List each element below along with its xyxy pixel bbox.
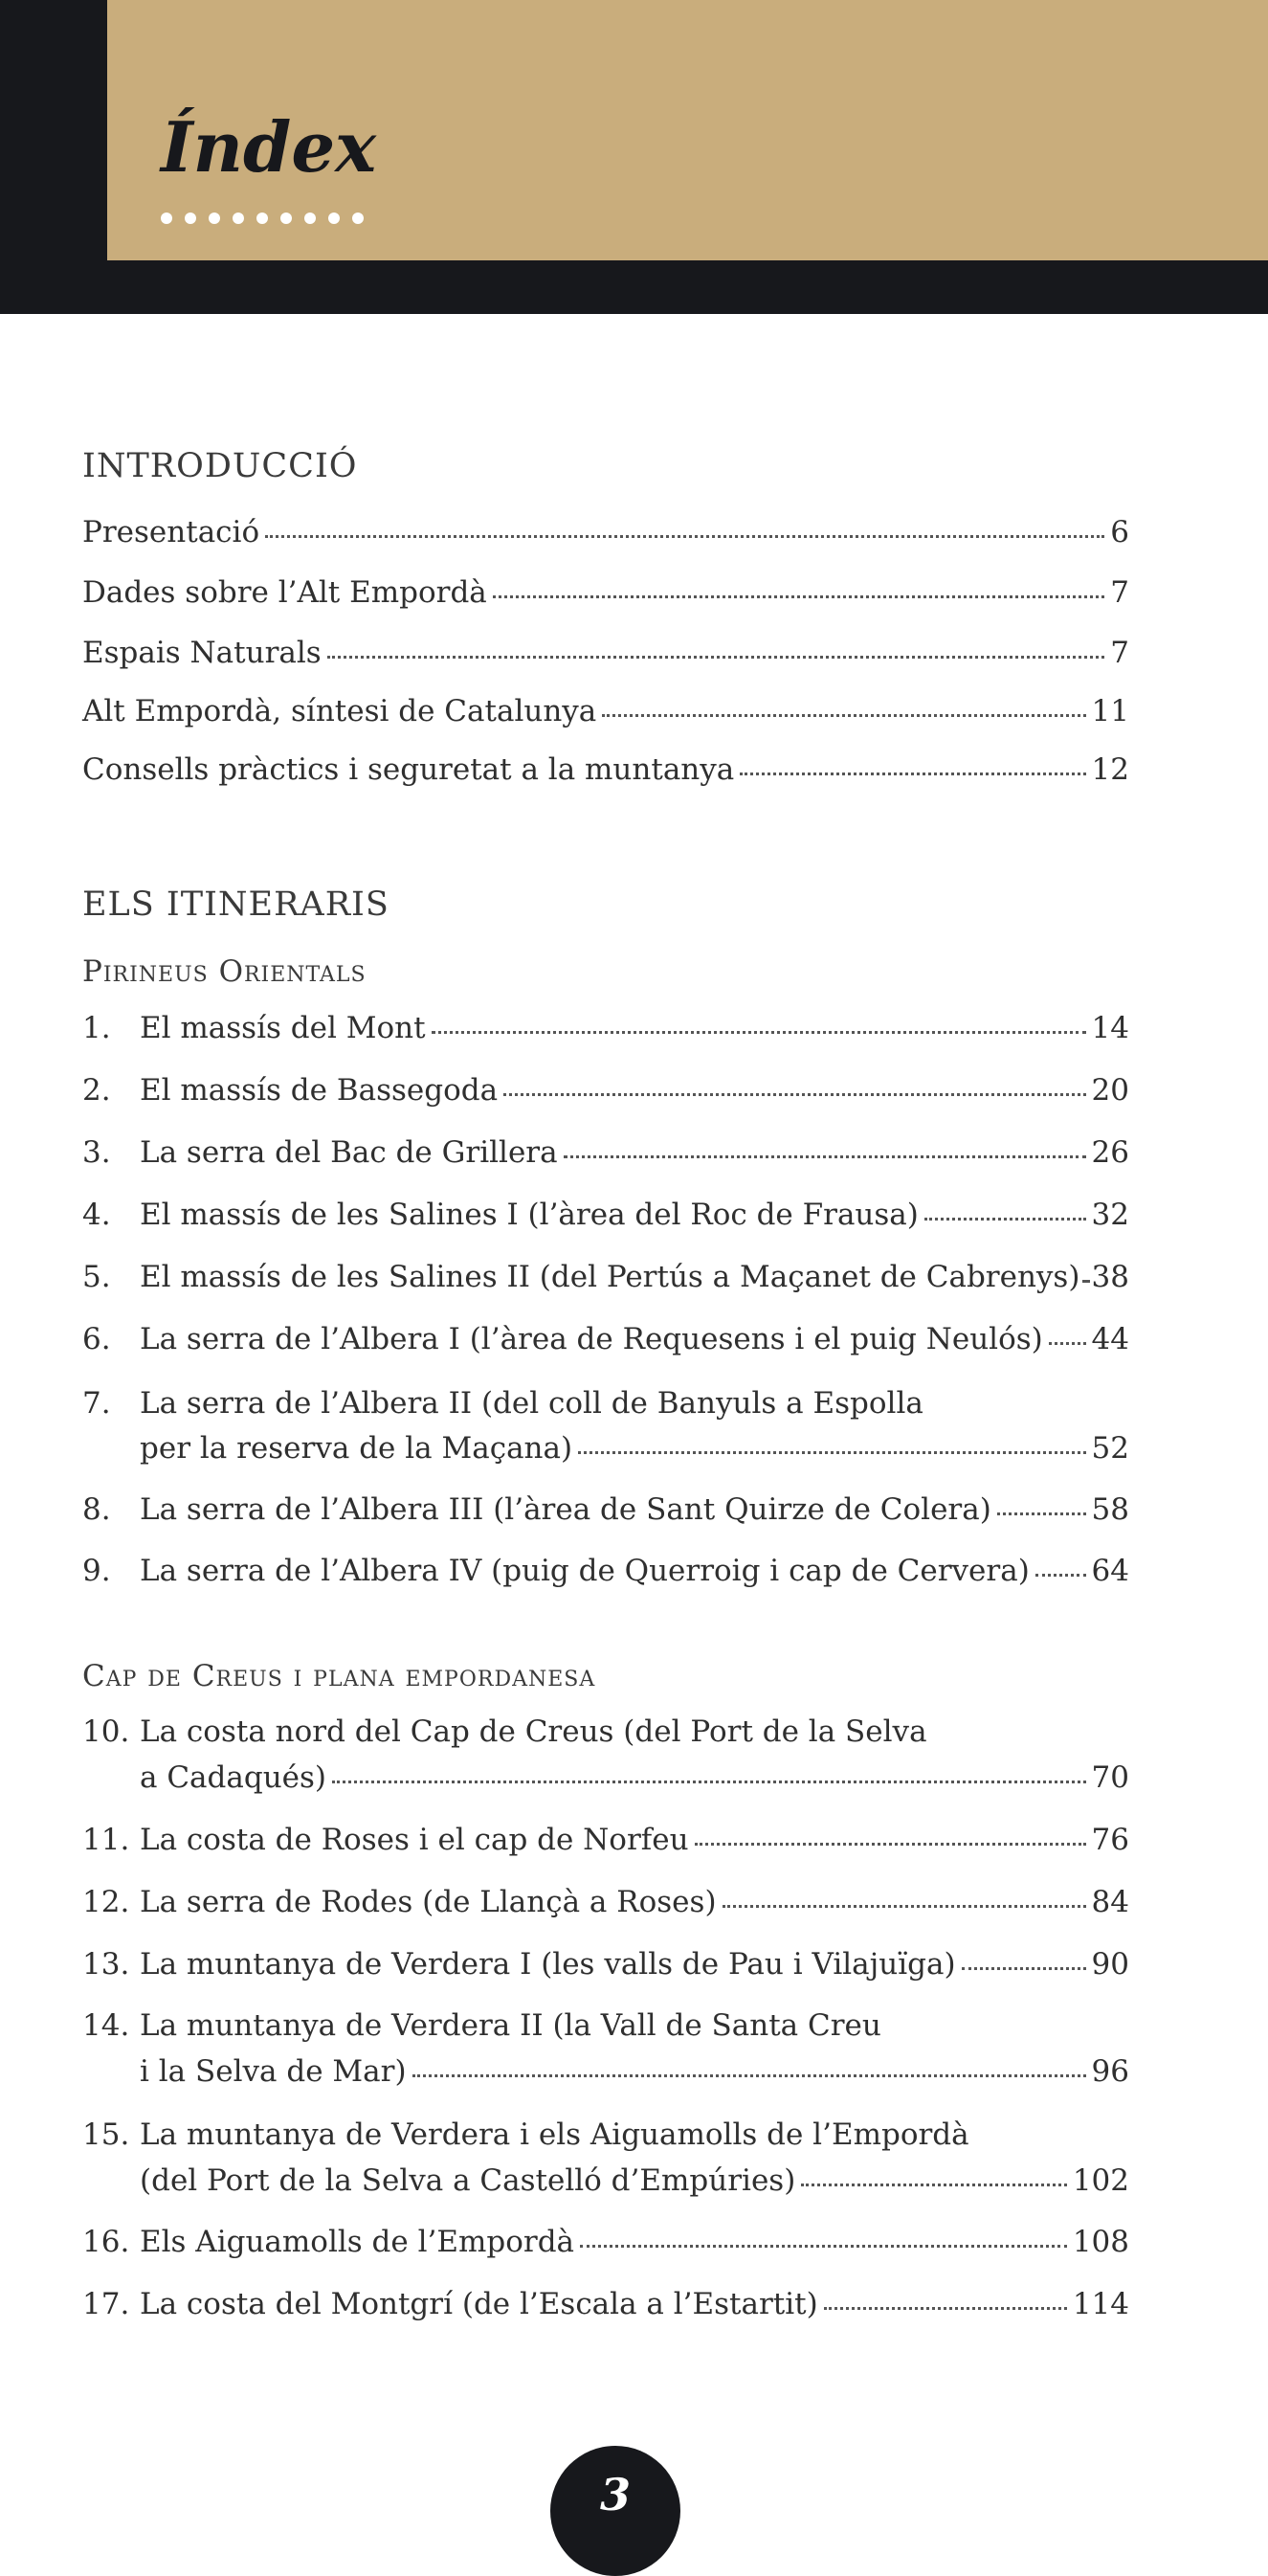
toc-entry-page: 114 xyxy=(1073,2285,1129,2323)
dot-decoration xyxy=(352,213,364,224)
toc-entry-text: El massís de Bassegoda xyxy=(140,1071,498,1109)
toc-entry-text: Els Aiguamolls de l’Empordà xyxy=(140,2223,574,2261)
toc-entry-text: Dades sobre l’Alt Empordà xyxy=(82,573,487,612)
toc-entry-text: La serra de l’Albera I (l’àrea de Requesens i el puig Neulós) xyxy=(140,1320,1043,1358)
toc-entry-number: 17. xyxy=(82,2285,140,2323)
toc-entry-text: El massís del Mont xyxy=(140,1009,426,1047)
dot-leader xyxy=(1035,1574,1086,1577)
toc-entry-number: 9. xyxy=(82,1552,140,1590)
page-number-badge xyxy=(550,2446,680,2576)
toc-entry[interactable] xyxy=(82,513,1129,551)
toc-entry-page: 108 xyxy=(1073,2223,1129,2261)
toc-entry[interactable] xyxy=(82,1258,1129,1296)
dot-leader xyxy=(432,1031,1086,1034)
section-title-introduccio: INTRODUCCIÓ xyxy=(82,450,357,483)
toc-entry-text-line1: La costa nord del Cap de Creus (del Port de la Selva xyxy=(140,1713,927,1751)
toc-entry[interactable] xyxy=(82,1713,1129,1751)
toc-entry-page: 102 xyxy=(1073,2162,1129,2200)
toc-entry-number: 13. xyxy=(82,1945,140,1983)
toc-entry-text: El massís de les Salines II (del Pertús a Maçanet de Cabrenys) xyxy=(140,1258,1079,1296)
dot-decoration xyxy=(304,213,316,224)
toc-entry[interactable] xyxy=(82,1384,1129,1422)
dot-leader xyxy=(580,2245,1067,2248)
toc-entry-page: 6 xyxy=(1110,513,1129,551)
toc-entry-number: 11. xyxy=(82,1821,140,1859)
toc-entry-number: 2. xyxy=(82,1071,140,1109)
toc-entry-page: 90 xyxy=(1092,1945,1129,1983)
toc-entry[interactable] xyxy=(82,2285,1129,2323)
toc-entry-page: 20 xyxy=(1092,1071,1129,1109)
page-title: Índex xyxy=(161,113,376,182)
toc-entry-page: 44 xyxy=(1092,1320,1129,1358)
toc-entry-text: Alt Empordà, síntesi de Catalunya xyxy=(82,692,596,730)
toc-entry-number: 3. xyxy=(82,1133,140,1172)
toc-entry[interactable] xyxy=(82,1429,1129,1467)
dot-leader xyxy=(265,535,1104,538)
toc-entry-number: 14. xyxy=(82,2006,140,2045)
dot-leader xyxy=(503,1093,1085,1096)
toc-entry-number: 5. xyxy=(82,1258,140,1296)
toc-entry-text-line1: La muntanya de Verdera II (la Vall de Santa Creu xyxy=(140,2006,881,2045)
dot-leader xyxy=(924,1218,1086,1221)
toc-entry-page: 32 xyxy=(1092,1196,1129,1234)
dot-decoration xyxy=(280,213,292,224)
dot-leader xyxy=(962,1967,1086,1970)
page-number: 3 xyxy=(550,2469,680,2520)
toc-entry-page: 38 xyxy=(1092,1258,1129,1296)
dot-decoration xyxy=(233,213,244,224)
toc-entry[interactable] xyxy=(82,1945,1129,1983)
toc-entry[interactable] xyxy=(82,1196,1129,1234)
toc-entry-text: i la Selva de Mar) xyxy=(140,2052,407,2091)
dot-leader xyxy=(412,2074,1086,2077)
toc-entry-page: 76 xyxy=(1092,1821,1129,1859)
toc-entry-page: 64 xyxy=(1092,1552,1129,1590)
toc-entry[interactable] xyxy=(82,1009,1129,1047)
toc-entry-text: La muntanya de Verdera I (les valls de Pau i Vilajuïga) xyxy=(140,1945,956,1983)
toc-entry[interactable] xyxy=(82,1071,1129,1109)
toc-entry-page: 12 xyxy=(1092,750,1129,789)
toc-entry[interactable] xyxy=(82,1320,1129,1358)
dot-leader xyxy=(801,2184,1067,2186)
dot-decoration xyxy=(328,213,340,224)
toc-entry[interactable] xyxy=(82,1758,1129,1797)
toc-entry-text: a Cadaqués) xyxy=(140,1758,326,1797)
dot-leader xyxy=(564,1155,1086,1158)
dot-leader xyxy=(327,656,1105,659)
toc-entry[interactable] xyxy=(82,1821,1129,1859)
toc-entry-text: Espais Naturals xyxy=(82,634,322,672)
dot-decoration xyxy=(161,213,172,224)
toc-entry-text: La costa del Montgrí (de l’Escala a l’Estartit) xyxy=(140,2285,818,2323)
toc-entry-number: 4. xyxy=(82,1196,140,1234)
toc-entry-number: 6. xyxy=(82,1320,140,1358)
subsection-title-pirineus: Pirineus Orientals xyxy=(82,957,367,987)
toc-entry-text: La serra de l’Albera IV (puig de Querroig i cap de Cervera) xyxy=(140,1552,1030,1590)
toc-entry[interactable] xyxy=(82,634,1129,672)
subsection-title-capdecreus: Cap de Creus i plana empordanesa xyxy=(82,1662,595,1691)
toc-entry-page: 26 xyxy=(1092,1133,1129,1172)
dot-leader xyxy=(740,773,1085,775)
dot-leader xyxy=(695,1843,1086,1846)
toc-entry-text-line1: La serra de l’Albera II (del coll de Banyuls a Espolla xyxy=(140,1384,923,1422)
toc-entry-text: Consells pràctics i seguretat a la muntanya xyxy=(82,750,734,789)
dot-leader xyxy=(602,714,1085,717)
toc-entry-page: 14 xyxy=(1092,1009,1129,1047)
toc-entry-page: 52 xyxy=(1092,1429,1129,1467)
dot-leader xyxy=(332,1781,1086,1783)
toc-entry[interactable] xyxy=(82,692,1129,730)
toc-entry-page: 11 xyxy=(1092,692,1129,730)
toc-entry-page: 7 xyxy=(1110,634,1129,672)
toc-entry-page: 7 xyxy=(1110,573,1129,612)
header-band xyxy=(0,0,1268,314)
toc-entry-text: per la reserva de la Maçana) xyxy=(140,1429,572,1467)
toc-entry[interactable] xyxy=(82,1883,1129,1921)
toc-entry[interactable] xyxy=(82,2162,1129,2200)
toc-entry-number: 15. xyxy=(82,2116,140,2154)
toc-entry-page: 96 xyxy=(1092,2052,1129,2091)
toc-entry-number: 10. xyxy=(82,1713,140,1751)
toc-entry-number: 12. xyxy=(82,1883,140,1921)
toc-entry[interactable] xyxy=(82,1490,1129,1529)
toc-entry-text: La serra del Bac de Grillera xyxy=(140,1133,558,1172)
dot-leader xyxy=(1049,1342,1086,1345)
toc-entry[interactable] xyxy=(82,750,1129,789)
toc-entry[interactable] xyxy=(82,2052,1129,2091)
toc-entry-text-line1: La muntanya de Verdera i els Aiguamolls de l’Empordà xyxy=(140,2116,969,2154)
dot-leader xyxy=(578,1451,1085,1454)
toc-entry-page: 84 xyxy=(1092,1883,1129,1921)
dot-leader xyxy=(824,2307,1067,2310)
toc-entry-number: 7. xyxy=(82,1384,140,1422)
dot-decoration xyxy=(185,213,196,224)
toc-entry-text: La costa de Roses i el cap de Norfeu xyxy=(140,1821,689,1859)
toc-entry-page: 70 xyxy=(1092,1758,1129,1797)
dot-leader xyxy=(997,1512,1086,1515)
toc-entry[interactable] xyxy=(82,1133,1129,1172)
toc-entry-number: 8. xyxy=(82,1490,140,1529)
toc-entry-text: El massís de les Salines I (l’àrea del Roc de Frausa) xyxy=(140,1196,919,1234)
toc-entry[interactable] xyxy=(82,2006,1129,2045)
toc-entry-text: La serra de l’Albera III (l’àrea de Sant Quirze de Colera) xyxy=(140,1490,991,1529)
dot-leader xyxy=(723,1905,1086,1908)
toc-entry-page: 58 xyxy=(1092,1490,1129,1529)
toc-entry[interactable] xyxy=(82,2116,1129,2154)
dot-decoration xyxy=(209,213,220,224)
toc-entry-text: Presentació xyxy=(82,513,259,551)
toc-entry[interactable] xyxy=(82,1552,1129,1590)
toc-entry-text: (del Port de la Selva a Castelló d’Empúries) xyxy=(140,2162,795,2200)
toc-entry-number: 16. xyxy=(82,2223,140,2261)
dot-leader xyxy=(493,595,1104,598)
toc-entry[interactable] xyxy=(82,573,1129,612)
title-dots-decoration xyxy=(161,213,371,224)
section-title-itineraris: ELS ITINERARIS xyxy=(82,888,389,922)
toc-entry[interactable] xyxy=(82,2223,1129,2261)
toc-entry-text: La serra de Rodes (de Llançà a Roses) xyxy=(140,1883,717,1921)
toc-entry-number: 1. xyxy=(82,1009,140,1047)
dot-decoration xyxy=(256,213,268,224)
